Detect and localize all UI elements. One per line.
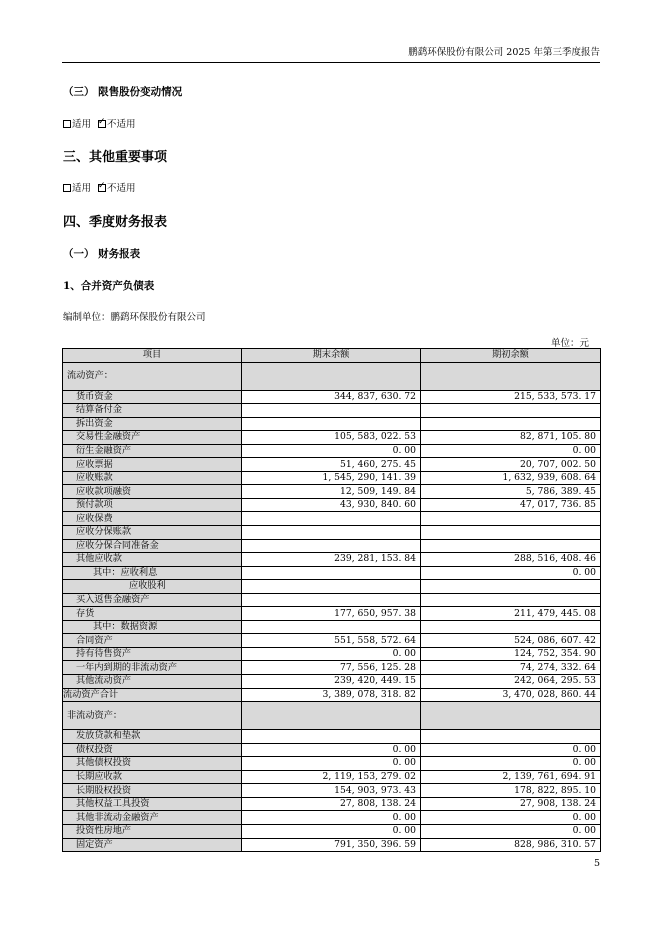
beginning-balance-cell: 178, 822, 895. 10: [421, 784, 601, 798]
beginning-balance-cell: 0. 00: [421, 444, 601, 458]
beginning-balance-cell: 828, 986, 310. 57: [421, 838, 601, 852]
table-row: [63, 811, 601, 825]
beginning-balance-cell: 2, 139, 761, 694. 91: [421, 770, 601, 784]
table-row: [63, 784, 601, 798]
ending-balance-cell: 177, 650, 957. 38: [242, 607, 421, 621]
beginning-balance-cell: [421, 512, 601, 526]
ending-balance-cell: 51, 460, 275. 45: [242, 458, 421, 472]
beginning-balance-cell: [421, 620, 601, 634]
not-applicable-label: 不适用: [107, 183, 136, 194]
row-label: 一年内到期的非流动资产: [63, 661, 242, 675]
ending-balance-cell: 43, 930, 840. 60: [242, 498, 421, 512]
beginning-balance-cell: 74, 274, 332. 64: [421, 661, 601, 675]
row-label: 合同资产: [63, 634, 242, 648]
applicable-label: 适用: [72, 119, 92, 130]
beginning-balance-cell: [421, 526, 601, 540]
current-assets-section-row: [63, 362, 601, 390]
ending-balance-cell: [242, 593, 421, 607]
quarterly-statements-heading: 四、季度财务报表: [63, 215, 168, 230]
beginning-balance-cell: 288, 516, 408. 46: [421, 553, 601, 567]
preparer-line: 编制单位：鹏鹞环保股份有限公司: [63, 312, 206, 323]
table-row: [63, 580, 601, 594]
table-row: [63, 526, 601, 540]
table-row: [63, 647, 601, 661]
row-label: 其他应收款: [63, 553, 242, 567]
ending-balance-cell: [242, 566, 421, 580]
ending-balance-cell: [242, 526, 421, 540]
ending-balance-cell: 2, 119, 153, 279. 02: [242, 770, 421, 784]
row-label: 应收分保合同准备金: [63, 539, 242, 553]
row-label: 债权投资: [63, 743, 242, 757]
beginning-balance-cell: [421, 593, 601, 607]
page-number: 5: [593, 858, 600, 869]
row-label: 衍生金融资产: [63, 444, 242, 458]
beginning-balance-cell: [421, 730, 601, 744]
beginning-balance-cell: 0. 00: [421, 757, 601, 771]
row-label: 货币资金: [63, 390, 242, 404]
unit-label: 单位：元: [550, 338, 589, 349]
balance-sheet-table: [62, 348, 601, 852]
beginning-balance-cell: 524, 086, 607. 42: [421, 634, 601, 648]
ending-balance-cell: 105, 583, 022. 53: [242, 431, 421, 445]
table-row: [63, 593, 601, 607]
ending-balance-cell: 0. 00: [242, 743, 421, 757]
ending-balance-cell: 344, 837, 630. 72: [242, 390, 421, 404]
row-label: 应收股利: [63, 580, 242, 594]
unchecked-box-icon: [63, 184, 71, 192]
table-row: [63, 730, 601, 744]
checked-box-icon: [98, 120, 106, 128]
ending-balance-cell: 27, 808, 138. 24: [242, 797, 421, 811]
beginning-balance-cell: 5, 786, 389. 45: [421, 485, 601, 499]
row-label: 应收保费: [63, 512, 242, 526]
column-header: 项目: [63, 349, 242, 363]
row-label: 预付款项: [63, 498, 242, 512]
financial-statements-heading: （一） 财务报表: [63, 248, 141, 260]
column-header: 期末余额: [242, 349, 421, 363]
ending-balance-cell: 791, 350, 396. 59: [242, 838, 421, 852]
applicable-label: 适用: [72, 183, 92, 194]
beginning-balance-cell: 47, 017, 736. 85: [421, 498, 601, 512]
row-label: 其他债权投资: [63, 757, 242, 771]
other-checkbox-row: [63, 180, 136, 194]
ending-balance-cell: 3, 389, 078, 318. 82: [242, 688, 421, 702]
table-row: [63, 498, 601, 512]
row-label: 买入返售金融资产: [63, 593, 242, 607]
table-row: [63, 838, 601, 852]
table-row: [63, 620, 601, 634]
ending-balance-cell: [242, 580, 421, 594]
table-row: [63, 390, 601, 404]
row-label: 其中：数据资源: [63, 620, 242, 634]
table-row: [63, 607, 601, 621]
table-row: [63, 539, 601, 553]
ending-balance-cell: 239, 281, 153. 84: [242, 553, 421, 567]
beginning-balance-cell: 0. 00: [421, 743, 601, 757]
beginning-balance-cell: 3, 470, 028, 860. 44: [421, 688, 601, 702]
table-row: [63, 417, 601, 431]
beginning-balance-cell: 0. 00: [421, 811, 601, 825]
beginning-balance-cell: [421, 580, 601, 594]
beginning-balance-cell: 211, 479, 445. 08: [421, 607, 601, 621]
row-label: 投资性房地产: [63, 824, 242, 838]
table-row: [63, 675, 601, 689]
section-label: 流动资产：: [63, 362, 242, 390]
table-row: [63, 485, 601, 499]
row-label: 流动资产合计: [63, 688, 242, 702]
beginning-balance-cell: 0. 00: [421, 566, 601, 580]
ending-balance-cell: 12, 509, 149. 84: [242, 485, 421, 499]
table-row: [63, 634, 601, 648]
row-label: 存货: [63, 607, 242, 621]
table-row: [63, 797, 601, 811]
row-label: 持有待售资产: [63, 647, 242, 661]
ending-balance-cell: 239, 420, 449. 15: [242, 675, 421, 689]
row-label: 应收分保账款: [63, 526, 242, 540]
table-row: [63, 512, 601, 526]
beginning-balance-cell: 0. 00: [421, 824, 601, 838]
row-label: 长期股权投资: [63, 784, 242, 798]
column-header: 期初余额: [421, 349, 601, 363]
ending-balance-cell: 1, 545, 290, 141. 39: [242, 471, 421, 485]
beginning-balance-cell: 1, 632, 939, 608. 64: [421, 471, 601, 485]
table-header-row: [63, 349, 601, 363]
ending-balance-cell: 0. 00: [242, 757, 421, 771]
unchecked-box-icon: [63, 120, 71, 128]
beginning-balance-cell: [421, 539, 601, 553]
noncurrent-assets-section-row: [63, 702, 601, 730]
table-row: [63, 444, 601, 458]
row-label: 结算备付金: [63, 404, 242, 418]
beginning-balance-cell: [421, 417, 601, 431]
row-label: 固定资产: [63, 838, 242, 852]
row-label: 其他权益工具投资: [63, 797, 242, 811]
table-row: [63, 824, 601, 838]
not-applicable-label: 不适用: [107, 119, 136, 130]
beginning-balance-cell: 82, 871, 105. 80: [421, 431, 601, 445]
table-row: [63, 757, 601, 771]
ending-balance-cell: [242, 417, 421, 431]
row-label: 应收账款: [63, 471, 242, 485]
restricted-shares-heading: （三） 限售股份变动情况: [63, 86, 183, 98]
row-label: 拆出资金: [63, 417, 242, 431]
ending-balance-cell: 154, 903, 973. 43: [242, 784, 421, 798]
table-row: [63, 553, 601, 567]
ending-balance-cell: [242, 539, 421, 553]
table-row: [63, 566, 601, 580]
beginning-balance-cell: 20, 707, 002. 50: [421, 458, 601, 472]
table-row: [63, 431, 601, 445]
table-row: [63, 404, 601, 418]
table-row: [63, 770, 601, 784]
row-label: 应收票据: [63, 458, 242, 472]
balance-sheet-heading: 1、合并资产负债表: [63, 280, 155, 292]
beginning-balance-cell: 242, 064, 295. 53: [421, 675, 601, 689]
row-label: 应收款项融资: [63, 485, 242, 499]
table-row: [63, 688, 601, 702]
ending-balance-cell: 0. 00: [242, 811, 421, 825]
ending-balance-cell: [242, 404, 421, 418]
ending-balance-cell: [242, 512, 421, 526]
ending-balance-cell: 77, 556, 125. 28: [242, 661, 421, 675]
row-label: 交易性金融资产: [63, 431, 242, 445]
table-row: [63, 471, 601, 485]
page-header: 鹏鹞环保股份有限公司 2025 年第三季度报告: [408, 47, 600, 58]
table-row: [63, 743, 601, 757]
ending-balance-cell: [242, 620, 421, 634]
ending-balance-cell: [242, 730, 421, 744]
beginning-balance-cell: 124, 752, 354. 90: [421, 647, 601, 661]
checked-box-icon: [98, 184, 106, 192]
table-row: [63, 661, 601, 675]
beginning-balance-cell: 27, 908, 138. 24: [421, 797, 601, 811]
ending-balance-cell: 0. 00: [242, 824, 421, 838]
header-rule: [62, 62, 600, 63]
ending-balance-cell: 551, 558, 572. 64: [242, 634, 421, 648]
table-row: [63, 458, 601, 472]
beginning-balance-cell: [421, 404, 601, 418]
row-label: 长期应收款: [63, 770, 242, 784]
row-label: 其他流动资产: [63, 675, 242, 689]
section-label: 非流动资产：: [63, 702, 242, 730]
row-label: 发放贷款和垫款: [63, 730, 242, 744]
ending-balance-cell: 0. 00: [242, 647, 421, 661]
ending-balance-cell: 0. 00: [242, 444, 421, 458]
other-matters-heading: 三、其他重要事项: [63, 150, 168, 165]
row-label: 其他非流动金融资产: [63, 811, 242, 825]
beginning-balance-cell: 215, 533, 573. 17: [421, 390, 601, 404]
restricted-checkbox-row: [63, 116, 136, 130]
row-label: 其中：应收利息: [63, 566, 242, 580]
